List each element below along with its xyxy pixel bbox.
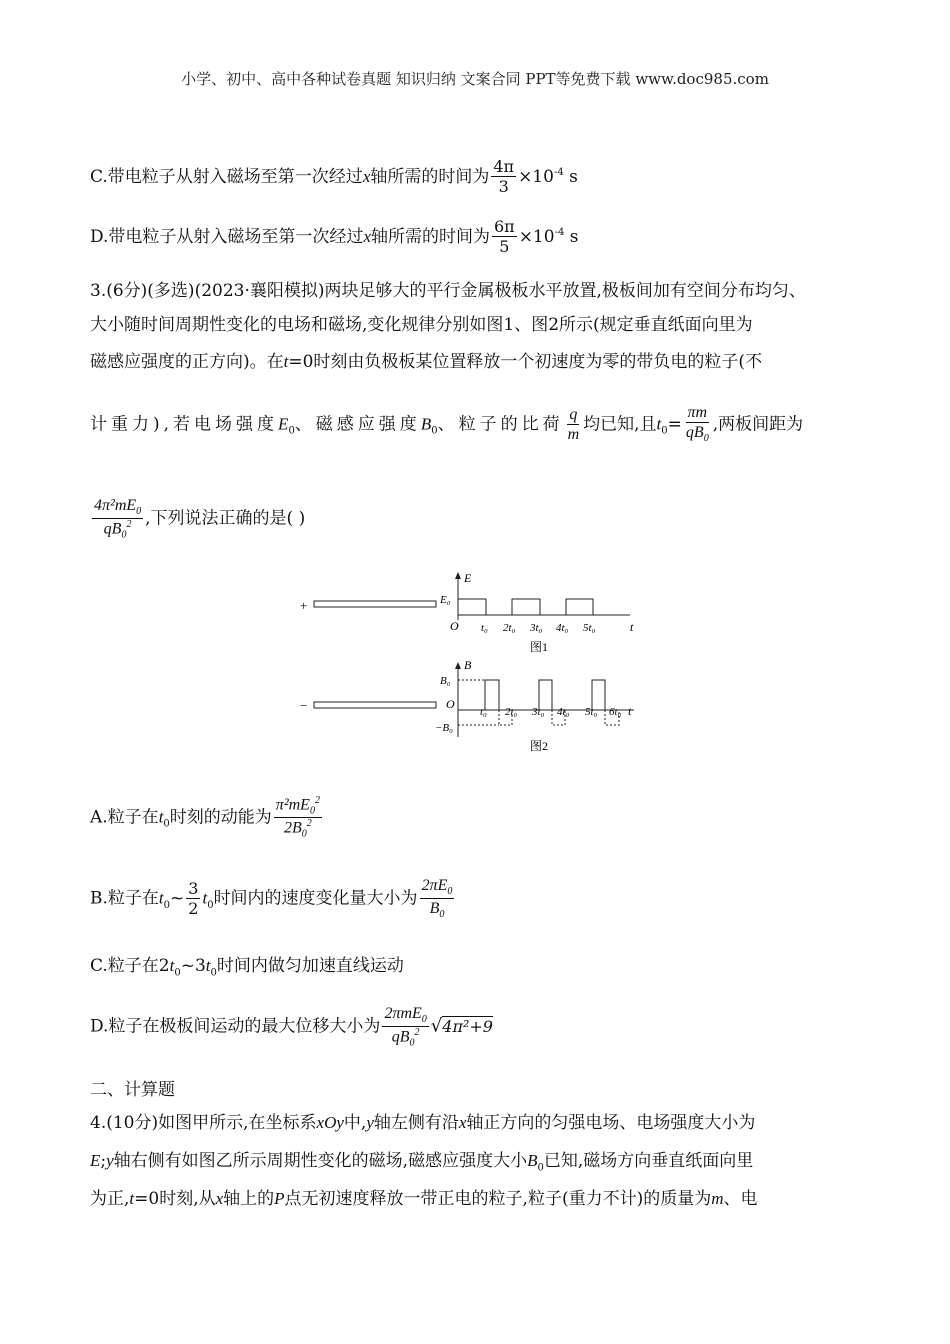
text: C.粒子在2 — [90, 956, 170, 976]
subscript: 0 — [421, 1014, 427, 1026]
option-text: 轴所需的时间为 — [370, 226, 490, 247]
var-t: t — [656, 414, 662, 434]
text: 轴正方向的匀强电场、电场强度大小为 — [466, 1113, 756, 1133]
fraction — [492, 218, 517, 257]
range-sign: ~ — [170, 888, 185, 909]
denominator — [684, 423, 711, 445]
text: 轴右侧有如图乙所示周期性变化的磁场,磁感应强度大小 — [113, 1151, 528, 1171]
var-xoy: xOy — [316, 1113, 344, 1132]
text: 中, — [343, 1113, 367, 1133]
text: ,下列说法正确的是( ) — [145, 508, 306, 529]
fraction — [491, 158, 516, 197]
q4-line-2 — [90, 1151, 753, 1174]
subscript: 0 — [207, 899, 214, 911]
numerator — [420, 877, 455, 899]
fig1-tick: t₀ — [481, 622, 488, 634]
fig2-axis-label-t: t — [628, 704, 632, 718]
den-text: 2B — [283, 819, 302, 837]
superscript: 2 — [314, 795, 320, 806]
fig1-e-wave — [458, 599, 593, 615]
den-text: qB — [103, 520, 122, 538]
numerator — [382, 1005, 428, 1027]
subscript: 0 — [431, 425, 438, 437]
fig2-tick: 2t₀ — [505, 706, 518, 718]
t0-fraction — [684, 404, 711, 446]
q3-line-2: 大小随时间周期性变化的电场和磁场,变化规律分别如图1、图2所示(规定垂直纸面向里为 — [90, 315, 753, 335]
denominator — [428, 899, 447, 921]
fig2-tick: 4t₀ — [557, 706, 570, 718]
unit: ×10 — [518, 226, 555, 247]
text: 均已知,且 — [583, 414, 657, 435]
var-x: x — [363, 226, 371, 246]
numerator: 6π — [493, 217, 515, 236]
q3-line-4 — [90, 404, 803, 446]
fraction — [420, 877, 455, 921]
subscript: 0 — [136, 506, 142, 518]
q3-option-d — [90, 1005, 493, 1049]
subscript: 0 — [309, 805, 315, 817]
var-t: t — [283, 352, 289, 371]
var-t: t — [202, 888, 208, 908]
fig2-origin: O — [446, 697, 455, 711]
subscript: 0 — [703, 433, 709, 445]
var-x: x — [458, 1113, 467, 1132]
exponent: -4 — [554, 227, 565, 239]
negative-plate — [314, 702, 436, 708]
fig1-caption: 图1 — [530, 640, 549, 654]
var-t: t — [169, 956, 175, 975]
subscript: 0 — [409, 1037, 415, 1049]
var-t: t — [158, 888, 164, 908]
q3-option-b — [90, 877, 456, 921]
subscript: 0 — [210, 967, 217, 979]
var-m: m — [711, 1189, 724, 1208]
text: 为正, — [90, 1189, 130, 1209]
page-header: 小学、初中、高中各种试卷真题 知识归纳 文案合同 PPT等免费下载 www.doc985.com — [181, 70, 769, 88]
text: 点无初速度释放一带正电的粒子,粒子(重力不计)的质量为 — [284, 1189, 712, 1209]
subscript: 0 — [121, 529, 127, 541]
numerator: πm — [686, 404, 710, 423]
fig2-tick: 3t₀ — [532, 706, 545, 718]
superscript: 2 — [126, 518, 132, 530]
subscript: 0 — [439, 908, 445, 920]
q3-line-3 — [90, 352, 762, 372]
distance-fraction — [92, 497, 143, 541]
text: ; — [100, 1151, 107, 1171]
fraction — [382, 1005, 428, 1049]
fig1-tick: 5t₀ — [583, 622, 596, 634]
field-diagram — [290, 565, 650, 765]
q3-line-1: 3.(6分)(多选)(2023·襄阳模拟)两块足够大的平行金属极板水平放置,极板间加有空间分布均匀、 — [90, 281, 806, 301]
num-text: π²mE — [275, 796, 310, 814]
fig1-axis-label-e: E — [464, 571, 472, 585]
unit-s: s — [564, 226, 579, 247]
var-x: x — [215, 1189, 224, 1208]
text: 轴上的 — [223, 1189, 275, 1209]
option-text: 轴所需的时间为 — [370, 166, 490, 187]
q3-line-5 — [90, 497, 305, 541]
text: 轴左侧有沿 — [373, 1113, 459, 1133]
var-t: t — [129, 1189, 135, 1208]
text: 、磁感应强度 — [294, 414, 421, 435]
plus-sign: + — [300, 598, 308, 613]
text: 计重力),若电场强度 — [90, 414, 279, 435]
var-E: E — [278, 414, 289, 434]
fig1-axis-label-t: t — [630, 620, 634, 634]
text: 时刻的动能为 — [169, 807, 272, 828]
denominator — [282, 818, 314, 841]
numerator — [274, 795, 322, 818]
text: A.粒子在 — [90, 807, 159, 828]
den-text: B — [429, 899, 440, 917]
var-t: t — [205, 956, 211, 975]
var-B: B — [420, 414, 432, 434]
option-text: D.带电粒子从射入磁场至第一次经过 — [90, 226, 364, 247]
var-y: y — [106, 1151, 114, 1170]
num-text: 2πmE — [384, 1005, 422, 1022]
text: 已知,磁场方向垂直纸面向里 — [543, 1151, 754, 1171]
numerator: 4π — [493, 157, 515, 176]
var-y: y — [366, 1113, 374, 1132]
num-text: 4π²mE — [94, 497, 137, 514]
charge-mass-ratio — [566, 406, 582, 445]
fig2-level-neg: −B₀ — [435, 722, 453, 734]
q4-line-3 — [90, 1189, 758, 1209]
text: 时间内做匀加速直线运动 — [216, 956, 404, 976]
fraction — [274, 795, 322, 841]
superscript: 2 — [306, 818, 312, 830]
text: 、粒子的比荷 — [437, 414, 564, 435]
fig2-caption: 图2 — [530, 739, 549, 753]
text: 4.(10分)如图甲所示,在坐标系 — [90, 1113, 317, 1133]
text: 磁感应强度的正方向)。在 — [90, 352, 284, 372]
option-text: C.带电粒子从射入磁场至第一次经过 — [90, 166, 363, 187]
q3-option-a — [90, 795, 324, 841]
subscript: 0 — [661, 425, 668, 437]
unit-s: s — [563, 166, 578, 187]
exponent: -4 — [553, 167, 564, 179]
unit: ×10 — [518, 166, 554, 187]
fraction — [186, 880, 200, 919]
denominator — [390, 1027, 422, 1050]
q2-option-c — [90, 158, 578, 197]
q2-option-d — [90, 218, 578, 257]
var-B: B — [527, 1151, 538, 1170]
radicand: 4π²+9 — [442, 1016, 493, 1036]
fig2-arrow — [455, 662, 461, 669]
subscript: 0 — [537, 1162, 544, 1174]
fig2-tick: t₀ — [480, 706, 487, 718]
fig2-level-pos: B₀ — [440, 675, 451, 687]
subscript: 0 — [447, 886, 453, 898]
subscript: 0 — [163, 818, 170, 830]
sqrt-symbol: √ — [430, 1015, 443, 1037]
subscript: 0 — [288, 425, 295, 437]
subscript: 0 — [301, 828, 307, 840]
superscript: 2 — [414, 1026, 420, 1038]
denominator: m — [567, 425, 580, 443]
var-E: E — [90, 1151, 101, 1170]
fig2-axis-label-b: B — [464, 658, 472, 672]
numerator: 3 — [188, 878, 199, 898]
range-sign: ~3 — [180, 956, 206, 976]
text: B.粒子在 — [90, 888, 159, 909]
num-text: 2πE — [421, 877, 448, 894]
fig1-tick: 2t₀ — [503, 622, 516, 634]
var-P: P — [274, 1189, 285, 1208]
text: ,两板间距为 — [712, 414, 804, 435]
denominator: 2 — [188, 899, 199, 919]
fig1-arrow — [455, 572, 461, 579]
equals: = — [667, 414, 682, 435]
denominator: 5 — [499, 237, 510, 257]
subscript: 0 — [174, 967, 181, 979]
q3-option-c — [90, 956, 404, 979]
fig1-tick: 4t₀ — [556, 622, 569, 634]
fig1-level-label: E₀ — [440, 594, 451, 606]
text: D.粒子在极板间运动的最大位移大小为 — [90, 1016, 381, 1037]
denominator — [102, 519, 134, 542]
denominator: 3 — [498, 177, 509, 197]
numerator: q — [567, 406, 579, 425]
text: =0时刻由负极板某位置释放一个初速度为零的带负电的粒子(不 — [288, 352, 763, 372]
section-title: 二、计算题 — [90, 1080, 175, 1100]
q4-line-1 — [90, 1113, 755, 1133]
text: 时间内的速度变化量大小为 — [213, 888, 418, 909]
text: 、电 — [723, 1189, 758, 1209]
fig2-tick: 5t₀ — [585, 706, 598, 718]
minus-sign: − — [300, 698, 308, 713]
var-t: t — [158, 807, 164, 827]
positive-plate — [314, 601, 436, 607]
numerator — [92, 497, 143, 519]
fig2-tick: 6t₀ — [609, 706, 622, 718]
den-text: qB — [685, 424, 704, 442]
var-x: x — [362, 166, 371, 186]
den-text: qB — [391, 1028, 410, 1046]
fig1-tick: 3t₀ — [530, 622, 543, 634]
subscript: 0 — [163, 899, 171, 911]
text: =0时刻,从 — [134, 1189, 216, 1209]
fig1-origin: O — [450, 619, 459, 633]
